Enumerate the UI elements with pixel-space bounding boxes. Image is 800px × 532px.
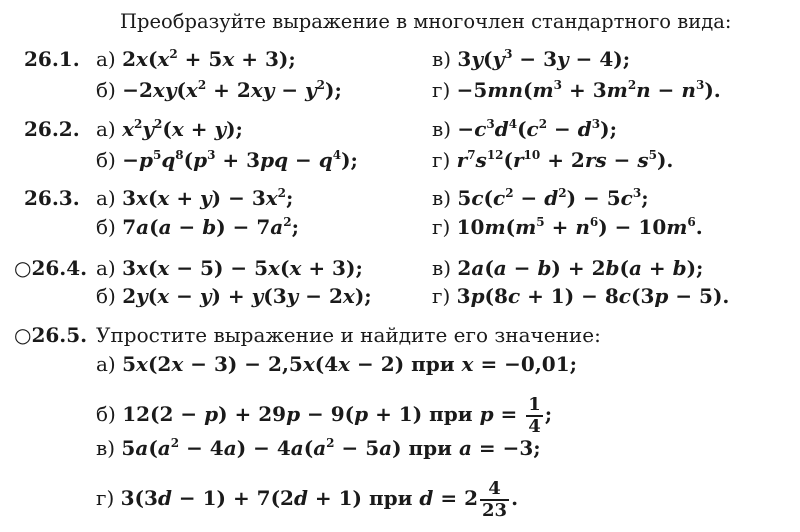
item-label: в): [432, 256, 452, 280]
math-token: p: [479, 402, 494, 426]
math-token: (3: [630, 284, 655, 308]
math-token: r: [456, 148, 468, 172]
problem-26-5-intro: Упростите выражение и найдите его значение:: [96, 323, 601, 347]
math-token: 2: [505, 186, 514, 200]
math-token: m: [515, 215, 537, 239]
math-token: ;: [641, 186, 649, 210]
exercise-26-2-a: [96, 117, 243, 141]
math-token: ) + 29: [218, 402, 287, 426]
math-token: (: [483, 186, 493, 210]
math-token: y: [286, 284, 299, 308]
math-token: 2: [169, 47, 178, 61]
math-token: 2: [134, 117, 143, 131]
math-token: n: [681, 78, 696, 102]
exercise-26-1-v: [432, 47, 630, 71]
math-token: = 2: [433, 486, 478, 510]
math-token: ) − 3: [211, 186, 266, 210]
math-token: −: [288, 148, 319, 172]
math-token: = −0,01;: [473, 352, 578, 376]
item-label: в): [432, 117, 452, 141]
math-token: p: [654, 284, 669, 308]
math-token: q: [161, 148, 176, 172]
item-label: а): [96, 47, 116, 71]
math-token: c: [474, 117, 487, 141]
math-token: m: [532, 78, 554, 102]
math-token: −: [606, 148, 638, 172]
math-token: a: [157, 436, 171, 460]
math-token: );: [341, 148, 358, 172]
exercise-26-1-g: [432, 78, 721, 102]
math-token: r: [512, 148, 524, 172]
item-label: б): [96, 78, 116, 102]
math-token: c: [620, 186, 633, 210]
math-token: n: [636, 78, 651, 102]
math-token: 3: [504, 47, 513, 61]
math-token: x: [338, 352, 351, 376]
math-token: a: [471, 256, 485, 280]
math-token: ) − 7: [216, 215, 271, 239]
math-token: x: [136, 256, 148, 280]
math-token: a: [136, 215, 150, 239]
math-token: 7: [467, 148, 476, 162]
math-token: n: [575, 215, 590, 239]
math-token: (: [523, 78, 533, 102]
item-label: а): [96, 186, 116, 210]
exercise-26-3-g: [432, 215, 703, 239]
math-token: a: [270, 215, 284, 239]
math-token: 3: [553, 78, 563, 92]
problem-number-26-2: 26.2.: [24, 117, 80, 141]
math-token: x: [268, 256, 280, 280]
math-token: y: [199, 284, 212, 308]
math-token: b: [202, 215, 217, 239]
math-token: −: [169, 284, 200, 308]
exercise-26-3-a: [96, 186, 293, 210]
math-token: 2: [283, 215, 292, 229]
math-token: a: [493, 256, 507, 280]
math-token: y: [557, 47, 569, 71]
exercise-26-5-b: [96, 392, 552, 436]
math-token: ) +: [211, 284, 252, 308]
math-token: −: [650, 78, 682, 102]
math-token: d: [494, 117, 509, 141]
math-token: y: [136, 284, 148, 308]
math-token: 5: [536, 215, 545, 229]
math-token: s: [637, 148, 649, 172]
exercise-26-2-v: [432, 117, 617, 141]
math-token: − 9(: [300, 402, 355, 426]
math-token: ) − 5: [566, 186, 621, 210]
math-token: − 5) − 5: [169, 256, 269, 280]
math-token: =: [493, 402, 525, 426]
math-token: 3: [632, 186, 642, 200]
math-token: ).: [704, 78, 721, 102]
item-label: г): [432, 215, 451, 239]
exercise-26-5-v: [96, 436, 541, 460]
item-label: б): [96, 284, 116, 308]
math-token: y: [142, 117, 155, 141]
math-token: s: [475, 148, 487, 172]
math-token: a: [290, 436, 304, 460]
math-token: 3(3: [120, 486, 158, 510]
math-token: 3: [695, 78, 705, 92]
math-token: − 3) − 2,5: [183, 352, 303, 376]
math-token: ;: [286, 186, 294, 210]
math-token: .: [695, 215, 703, 239]
math-token: ).: [656, 148, 674, 172]
math-token: x: [157, 284, 170, 308]
item-label: а): [96, 117, 116, 141]
math-token: − 1) + 7(2: [171, 486, 294, 510]
math-token: (: [503, 148, 513, 172]
problem-number-26-5: ○26.5.: [14, 323, 88, 347]
exercise-26-1-a: [96, 47, 296, 71]
math-token: −5: [456, 78, 488, 102]
math-token: );: [354, 284, 372, 308]
math-token: −: [547, 117, 578, 141]
exercise-26-4-b: [96, 284, 372, 308]
math-token: 7: [122, 215, 137, 239]
math-token: −2: [122, 78, 153, 102]
math-token: + 1) при: [307, 486, 420, 510]
math-token: d: [577, 117, 592, 141]
math-token: d: [419, 486, 434, 510]
exercise-26-4-v: [432, 256, 703, 280]
math-token: 2: [277, 186, 287, 200]
math-token: 3: [122, 256, 137, 280]
math-token: a: [135, 436, 149, 460]
math-token: 1: [528, 393, 541, 415]
exercise-26-5-a: [96, 352, 577, 376]
math-token: x: [289, 256, 302, 280]
math-token: (: [619, 256, 629, 280]
math-token: ) + 2: [551, 256, 606, 280]
math-token: (3: [263, 284, 287, 308]
math-token: y: [214, 117, 227, 141]
math-token: 6: [589, 215, 599, 229]
exercise-26-3-b: [96, 215, 299, 239]
math-token: (: [176, 78, 186, 102]
math-token: (: [147, 186, 158, 210]
math-token: (4: [314, 352, 339, 376]
math-token: 10: [523, 148, 541, 162]
math-token: 2: [122, 47, 137, 71]
math-token: a: [313, 436, 327, 460]
math-token: xy: [152, 78, 177, 102]
math-token: 12(2 −: [122, 402, 205, 426]
math-token: d: [544, 186, 559, 210]
math-token: y: [251, 284, 264, 308]
math-token: 2: [457, 256, 472, 280]
math-token: (: [183, 148, 194, 172]
math-token: c: [618, 284, 631, 308]
math-token: −: [171, 215, 203, 239]
math-token: (2: [147, 352, 172, 376]
item-label: г): [432, 284, 451, 308]
math-token: );: [226, 117, 243, 141]
math-token: (: [279, 256, 290, 280]
math-token: 3: [591, 117, 601, 131]
math-token: c: [526, 117, 539, 141]
math-token: m: [606, 78, 628, 102]
math-token: mn: [487, 78, 524, 102]
math-token: (: [148, 436, 158, 460]
math-token: ;: [544, 402, 553, 426]
math-token: a: [628, 256, 642, 280]
math-token: 12: [486, 148, 504, 162]
item-label: а): [96, 352, 116, 376]
math-token: + 1) − 8: [520, 284, 619, 308]
math-token: .: [511, 486, 519, 510]
math-token: 3: [122, 186, 137, 210]
math-token: − 5).: [668, 284, 730, 308]
math-token: + 1) при: [368, 402, 480, 426]
math-token: y: [471, 47, 483, 71]
math-token: 5: [457, 186, 472, 210]
exercise-26-2-g: [432, 148, 673, 172]
math-token: 2: [197, 78, 207, 92]
math-token: −: [513, 186, 545, 210]
math-token: + 3);: [301, 256, 363, 280]
math-token: 4: [488, 477, 501, 499]
math-token: x: [136, 186, 148, 210]
math-token: 3: [457, 47, 472, 71]
item-label: а): [96, 256, 116, 280]
math-token: d: [293, 486, 308, 510]
math-token: (: [147, 47, 158, 71]
math-token: c: [507, 284, 521, 308]
item-label: г): [96, 486, 115, 510]
math-token: + 3: [215, 148, 261, 172]
math-token: − 4);: [568, 47, 631, 71]
math-token: 2: [122, 284, 137, 308]
math-token: (: [162, 117, 172, 141]
math-token: (: [484, 256, 494, 280]
math-token: 5: [122, 352, 137, 376]
math-token: 4: [332, 148, 342, 162]
math-token: x: [157, 256, 170, 280]
math-token: (: [149, 215, 159, 239]
math-token: + 3: [562, 78, 607, 102]
math-token: p: [286, 402, 301, 426]
item-label: б): [96, 215, 116, 239]
math-token: 2: [326, 436, 335, 450]
math-token: x: [157, 186, 170, 210]
math-token: 3: [207, 148, 216, 162]
item-label: г): [432, 78, 451, 102]
math-token: 5: [121, 436, 136, 460]
exercise-26-1-b: [96, 78, 342, 102]
math-token: 23: [482, 499, 508, 521]
math-token: );: [325, 78, 342, 102]
math-token: );: [686, 256, 704, 280]
math-token: (: [147, 284, 158, 308]
math-token: − 4: [179, 436, 224, 460]
math-token: 8: [175, 148, 184, 162]
math-token: a: [223, 436, 237, 460]
math-token: (: [505, 215, 516, 239]
exercise-26-4-g: [432, 284, 729, 308]
exercise-26-5-g: [96, 474, 518, 522]
math-token: b: [537, 256, 552, 280]
math-token: xy: [250, 78, 275, 102]
math-token: +: [183, 117, 215, 141]
item-label: в): [432, 47, 452, 71]
math-token: + 2: [540, 148, 585, 172]
math-token: 5: [648, 148, 657, 162]
math-token: x: [461, 352, 474, 376]
problem-number-26-4: ○26.4.: [14, 256, 88, 280]
math-token: + 5: [177, 47, 223, 71]
math-token: x: [171, 352, 184, 376]
math-token: y: [492, 47, 505, 71]
problem-number-26-1: 26.1.: [24, 47, 80, 71]
math-token: 2: [558, 186, 567, 200]
math-token: p: [193, 148, 208, 172]
math-token: x: [185, 78, 198, 102]
item-label: г): [432, 148, 451, 172]
math-token: ) при: [392, 436, 459, 460]
math-token: +: [544, 215, 576, 239]
math-token: x: [302, 352, 315, 376]
math-token: a: [379, 436, 393, 460]
item-label: б): [96, 148, 116, 172]
math-token: x: [157, 47, 170, 71]
math-token: 3: [456, 284, 471, 308]
math-token: b: [672, 256, 687, 280]
math-token: (: [482, 47, 493, 71]
math-token: pq: [260, 148, 289, 172]
math-token: d: [157, 486, 172, 510]
page-title: Преобразуйте выражение в многочлен стандартного вида:: [120, 10, 732, 33]
math-token: 2: [170, 436, 180, 450]
math-token: x: [136, 47, 148, 71]
math-token: = −3;: [471, 436, 541, 460]
math-token: p: [204, 402, 219, 426]
item-label: б): [96, 402, 116, 426]
item-label: в): [96, 436, 116, 460]
math-token: 10: [456, 215, 485, 239]
math-token: m: [666, 215, 688, 239]
math-token: x: [122, 117, 135, 141]
math-token: +: [169, 186, 201, 210]
problem-number-26-3: 26.3.: [24, 186, 80, 210]
math-token: + 3);: [234, 47, 296, 71]
math-token: 2: [316, 78, 326, 92]
math-token: − 2) при: [350, 352, 462, 376]
math-token: 5: [152, 148, 162, 162]
math-token: − 5: [334, 436, 380, 460]
math-token: a: [458, 436, 472, 460]
math-token: m: [484, 215, 506, 239]
exercise-26-3-v: [432, 186, 649, 210]
math-token: 3: [486, 117, 495, 131]
math-token: (: [303, 436, 314, 460]
math-token: );: [600, 117, 617, 141]
math-token: 2: [627, 78, 637, 92]
math-token: + 2: [206, 78, 251, 102]
math-token: (8: [484, 284, 508, 308]
math-token: c: [471, 186, 484, 210]
math-token: ) − 4: [236, 436, 291, 460]
math-token: p: [470, 284, 485, 308]
fraction-one-quarter: [526, 395, 543, 437]
math-token: p: [138, 148, 153, 172]
math-token: 4: [508, 117, 518, 131]
math-token: x: [222, 47, 235, 71]
exercise-26-2-b: [96, 148, 358, 172]
math-token: x: [265, 186, 278, 210]
math-token: c: [493, 186, 506, 210]
math-token: +: [641, 256, 673, 280]
math-token: x: [136, 352, 148, 376]
math-token: p: [354, 402, 369, 426]
math-token: −: [506, 256, 538, 280]
math-token: ;: [291, 215, 299, 239]
math-token: a: [158, 215, 172, 239]
math-token: x: [171, 117, 184, 141]
math-token: (: [517, 117, 527, 141]
math-token: ) − 10: [598, 215, 667, 239]
math-token: − 2: [298, 284, 343, 308]
math-token: −: [122, 148, 139, 172]
math-token: 2: [154, 117, 163, 131]
math-token: (: [147, 256, 158, 280]
exercise-26-4-a: [96, 256, 363, 280]
item-label: в): [432, 186, 452, 210]
fraction-four-twentythirds: [480, 479, 509, 521]
math-token: −: [457, 117, 475, 141]
math-token: q: [318, 148, 333, 172]
math-token: −: [274, 78, 306, 102]
math-token: y: [305, 78, 317, 102]
math-token: x: [342, 284, 355, 308]
math-token: y: [200, 186, 212, 210]
math-token: b: [605, 256, 620, 280]
math-token: 4: [528, 415, 541, 437]
math-token: − 3: [512, 47, 558, 71]
math-token: rs: [584, 148, 607, 172]
math-token: 2: [538, 117, 548, 131]
math-token: 6: [687, 215, 696, 229]
